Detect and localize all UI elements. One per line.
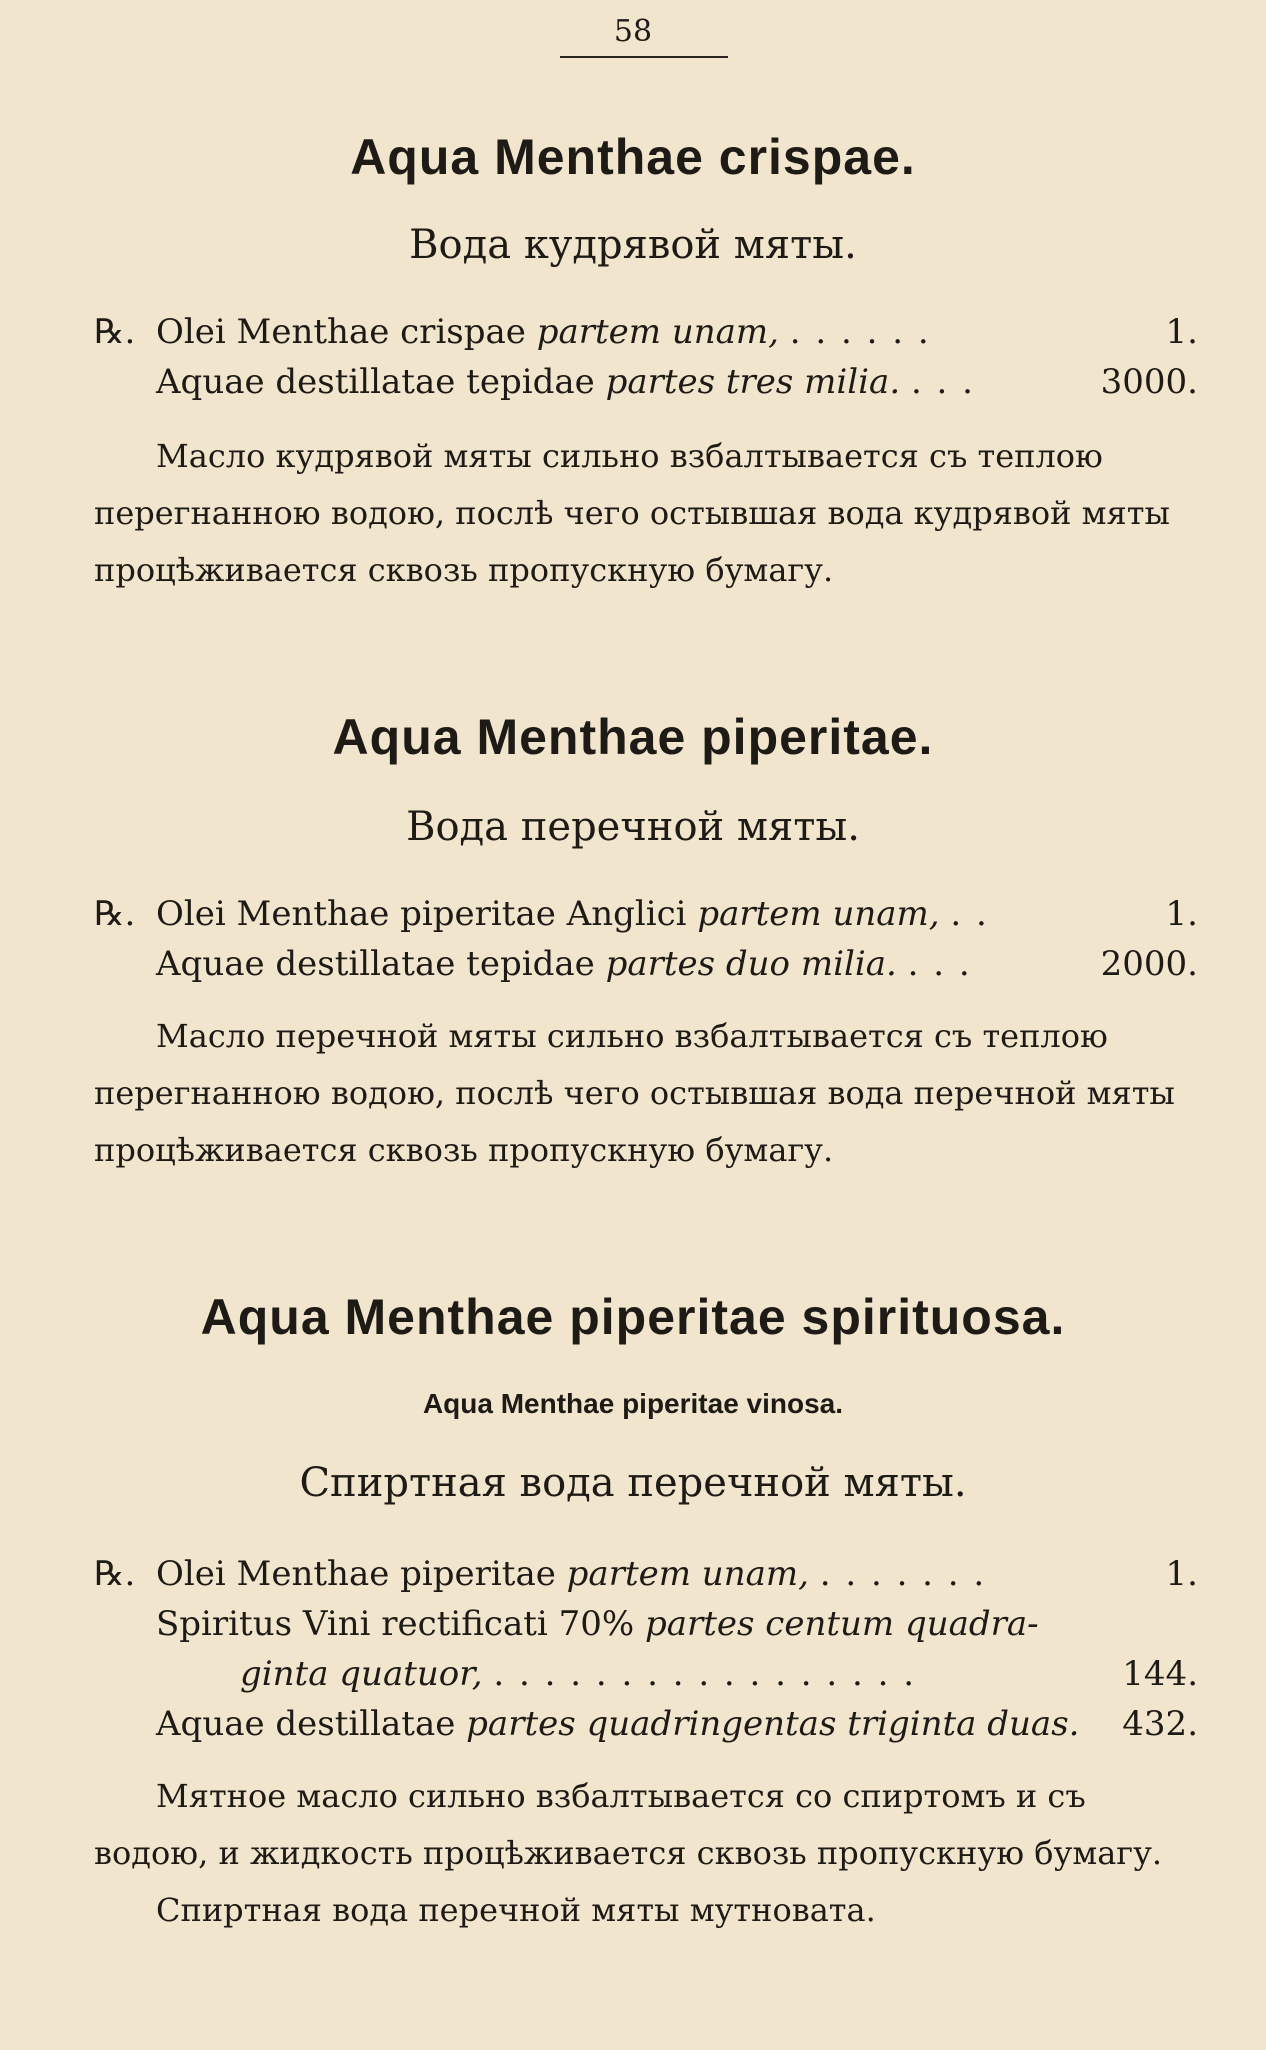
ingredient-line bbox=[156, 362, 975, 402]
ingredient-quantity: 144. bbox=[1122, 1654, 1198, 1694]
leader-dots: . . . bbox=[907, 944, 972, 984]
ingredient-name: Olei Menthae piperitae Anglici bbox=[156, 894, 687, 934]
section-subtitle: Вода перечной мяты. bbox=[406, 804, 860, 850]
ingredient-amount: partes quadringentas triginta duas. bbox=[466, 1704, 1080, 1744]
ingredient-quantity: 1. bbox=[1165, 312, 1198, 352]
leader-dots: . . . bbox=[910, 362, 975, 402]
ingredient-quantity: 432. bbox=[1122, 1704, 1198, 1744]
ingredient-amount: partem unam, bbox=[697, 894, 940, 934]
ingredient-amount: partes duo milia. bbox=[605, 944, 897, 984]
instruction-paragraph bbox=[94, 1008, 1198, 1179]
ingredient-line bbox=[156, 894, 989, 934]
ingredient-quantity: 1. bbox=[1165, 1554, 1198, 1594]
ingredient-amount: partes centum quadra- bbox=[644, 1604, 1039, 1644]
instruction-paragraph bbox=[94, 1768, 1198, 1882]
leader-dots: . . . . . . . bbox=[819, 1554, 987, 1594]
paragraph-text: Масло кудрявой мяты сильно взбалтывается съ теплою перегнанною водою, послѣ чего остывшая вода кудрявой мяты процѣживается сквозь пропускную бумагу. bbox=[94, 437, 1170, 589]
leader-dots: . . . . . . . . . . . . . . . . . bbox=[493, 1654, 917, 1694]
ingredient-line bbox=[156, 1604, 1039, 1644]
ingredient-name: Olei Menthae crispae bbox=[156, 312, 526, 352]
page-number: 58 bbox=[613, 14, 653, 49]
paragraph-text: Масло перечной мяты сильно взбалтывается съ теплою перегнанною водою, послѣ чего остывшая вода перечной мяты процѣживается сквозь пропускную бумагу. bbox=[94, 1017, 1175, 1169]
ingredient-line bbox=[156, 312, 931, 352]
section-title: Aqua Menthae crispae. bbox=[350, 129, 916, 185]
ingredient-line bbox=[156, 944, 972, 984]
ingredient-quantity: 3000. bbox=[1100, 362, 1198, 402]
ingredient-name: Olei Menthae piperitae bbox=[156, 1554, 556, 1594]
ingredient-quantity: 2000. bbox=[1100, 944, 1198, 984]
rx-symbol: ℞. bbox=[94, 1554, 136, 1594]
ingredient-name: Spiritus Vini rectificati 70% bbox=[156, 1604, 635, 1644]
rx-symbol: ℞. bbox=[94, 312, 136, 352]
ingredient-name: Aquae destillatae tepidae bbox=[156, 362, 595, 402]
section-title: Aqua Menthae piperitae. bbox=[332, 709, 934, 765]
header-rule bbox=[560, 56, 728, 58]
instruction-paragraph bbox=[94, 428, 1198, 599]
section-subtitle: Спиртная вода перечной мяты. bbox=[299, 1460, 967, 1506]
ingredient-amount: ginta quatuor, bbox=[240, 1654, 483, 1694]
paragraph-text: Спиртная вода перечной мяты мутновата. bbox=[156, 1891, 876, 1929]
leader-dots: . . bbox=[950, 894, 989, 934]
ingredient-name: Aquae destillatae tepidae bbox=[156, 944, 595, 984]
ingredient-line-continuation bbox=[240, 1654, 916, 1694]
leader-dots: . . . . . . bbox=[789, 312, 931, 352]
ingredient-amount: partes tres milia. bbox=[605, 362, 901, 402]
ingredient-amount: partem unam, bbox=[566, 1554, 809, 1594]
note-paragraph bbox=[94, 1882, 1198, 1939]
section-synonym: Aqua Menthae piperitae vinosa. bbox=[422, 1388, 844, 1419]
ingredient-line bbox=[156, 1704, 1079, 1744]
ingredient-quantity: 1. bbox=[1165, 894, 1198, 934]
section-subtitle: Вода кудрявой мяты. bbox=[409, 222, 857, 268]
ingredient-amount: partem unam, bbox=[536, 312, 779, 352]
section-title: Aqua Menthae piperitae spirituosa. bbox=[200, 1289, 1066, 1345]
ingredient-line bbox=[156, 1554, 986, 1594]
paragraph-text: Мятное масло сильно взбалтывается со спиртомъ и съ водою, и жидкость процѣживается сквозь пропускную бумагу. bbox=[94, 1777, 1163, 1872]
ingredient-name: Aquae destillatae bbox=[156, 1704, 456, 1744]
rx-symbol: ℞. bbox=[94, 894, 136, 934]
